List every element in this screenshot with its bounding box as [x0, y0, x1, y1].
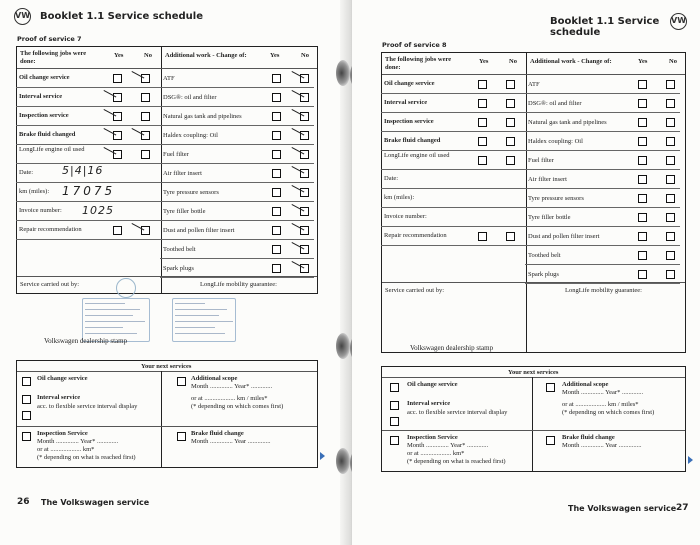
- table-row-rule: [160, 201, 314, 202]
- check-mark-icon: [104, 109, 118, 119]
- additional-label: Haldex coupling: Oil: [528, 138, 583, 145]
- no-checkbox[interactable]: [666, 137, 675, 146]
- table-row-rule: [381, 131, 525, 132]
- next-oil-label: Oil change service: [37, 375, 88, 382]
- next-column-divider: [161, 371, 162, 467]
- no-checkbox[interactable]: [666, 156, 675, 165]
- next-additional-line: (* depending on which comes first): [191, 403, 284, 410]
- next-brake-label: Brake fluid change: [562, 434, 615, 441]
- yes-checkbox[interactable]: [272, 188, 281, 197]
- additional-header: Additional work - Change of:: [530, 58, 612, 65]
- next-inspection-line: (* depending on what is reached first): [37, 454, 136, 461]
- vw-logo-icon: VW: [14, 8, 31, 25]
- yes-checkbox[interactable]: [638, 251, 647, 260]
- table-row-rule: [381, 207, 525, 208]
- checkbox[interactable]: [390, 401, 399, 410]
- additional-label: Haldex coupling: Oil: [163, 132, 218, 139]
- continue-arrow-icon: [688, 456, 693, 464]
- job-label: Repair recommendation: [19, 226, 82, 233]
- yes-checkbox[interactable]: [638, 194, 647, 203]
- no-checkbox[interactable]: [666, 80, 675, 89]
- table-row-rule: [160, 277, 314, 278]
- yes-checkbox[interactable]: [638, 80, 647, 89]
- additional-label: Spark plugs: [528, 271, 559, 278]
- next-additional-line: Month .............. Year* .............: [191, 383, 273, 390]
- table-row-rule: [381, 188, 525, 189]
- table-row-rule: [160, 182, 314, 183]
- no-checkbox[interactable]: [506, 99, 515, 108]
- check-mark-icon: [292, 204, 306, 214]
- circle-stamp: [116, 278, 136, 298]
- handwritten-invoice: 1025: [82, 204, 114, 217]
- yes-checkbox[interactable]: [638, 213, 647, 222]
- job-label: Invoice number:: [19, 207, 62, 214]
- check-mark-icon: [292, 71, 306, 81]
- table-row-rule: [381, 226, 525, 227]
- yes-checkbox[interactable]: [638, 156, 647, 165]
- no-checkbox[interactable]: [666, 175, 675, 184]
- additional-label: Natural gas tank and pipelines: [163, 113, 242, 120]
- yes-checkbox[interactable]: [638, 232, 647, 241]
- table-row-rule: [16, 201, 160, 202]
- no-checkbox[interactable]: [506, 137, 515, 146]
- no-checkbox[interactable]: [666, 232, 675, 241]
- check-mark-icon: [292, 90, 306, 100]
- ring-hole-icon: [336, 448, 350, 474]
- continue-arrow-icon: [320, 452, 325, 460]
- next-inspection-line: Month .............. Year* .............: [407, 442, 489, 449]
- additional-label: Air filter insert: [528, 176, 567, 183]
- checkbox[interactable]: [390, 436, 399, 445]
- handwritten-km: 17075: [62, 184, 116, 198]
- yes-checkbox[interactable]: [638, 137, 647, 146]
- table-row-rule: [160, 258, 314, 259]
- no-checkbox[interactable]: [666, 270, 675, 279]
- table-row-rule: [160, 144, 314, 145]
- service-by-label: Service carried out by:: [20, 281, 80, 288]
- yes-checkbox[interactable]: [272, 112, 281, 121]
- job-label: Brake fluid changed: [19, 131, 76, 138]
- proof-label: Proof of service 7: [17, 35, 82, 43]
- page-number: 27: [676, 503, 689, 513]
- next-inspection-line: or at ................... km*: [37, 446, 95, 453]
- job-label: Date:: [384, 175, 399, 182]
- job-label: Repair recommendation: [384, 232, 447, 239]
- next-additional-label: Additional scope: [191, 375, 238, 382]
- job-label: km (miles):: [384, 194, 415, 201]
- check-mark-icon: [292, 185, 306, 195]
- jobs-header: The following jobs were done:: [20, 50, 87, 65]
- job-label: Interval service: [19, 93, 63, 100]
- no-checkbox[interactable]: [506, 232, 515, 241]
- check-mark-icon: [104, 147, 118, 157]
- table-row-rule: [16, 106, 160, 107]
- additional-label: Toothed belt: [163, 246, 196, 253]
- next-row-rule: [17, 426, 317, 427]
- page-title: Booklet 1.1 Service schedule: [550, 16, 660, 38]
- additional-label: Toothed belt: [528, 252, 561, 259]
- additional-label: Dust and pollen filter insert: [528, 233, 600, 240]
- jobs-header: The following jobs were done:: [385, 56, 452, 71]
- yes-header: Yes: [479, 58, 489, 65]
- header-rule: [17, 68, 317, 69]
- table-row-rule: [16, 87, 160, 88]
- no-header: No: [509, 58, 517, 65]
- check-mark-icon: [132, 223, 146, 233]
- service-by-label: Service carried out by:: [385, 287, 445, 294]
- next-interval-sub: acc. to flexible service interval display: [407, 409, 508, 416]
- yes-checkbox[interactable]: [272, 131, 281, 140]
- handwritten-date: 5|4|16: [62, 164, 104, 177]
- check-mark-icon: [292, 128, 306, 138]
- yes-checkbox[interactable]: [272, 74, 281, 83]
- yes-header: Yes: [638, 58, 648, 65]
- checkbox[interactable]: [22, 432, 31, 441]
- yes-checkbox[interactable]: [272, 245, 281, 254]
- next-inspection-line: (* depending on what is reached first): [407, 458, 506, 465]
- no-header: No: [301, 52, 309, 59]
- no-checkbox[interactable]: [506, 118, 515, 127]
- next-inspection-line: Month .............. Year* .............: [37, 438, 119, 445]
- table-row-rule: [381, 93, 525, 94]
- checkbox[interactable]: [546, 383, 555, 392]
- next-row-rule: [382, 430, 685, 431]
- yes-checkbox[interactable]: [478, 118, 487, 127]
- next-additional-line: Month .............. Year* .............: [562, 389, 644, 396]
- page-title: Booklet 1.1 Service schedule: [40, 11, 204, 22]
- yes-checkbox[interactable]: [478, 137, 487, 146]
- yes-checkbox[interactable]: [478, 232, 487, 241]
- next-column-divider: [532, 377, 533, 471]
- table-row-rule: [16, 144, 160, 145]
- table-row-rule: [381, 112, 525, 113]
- next-additional-line: or at ................... km / miles*: [562, 401, 639, 408]
- dealer-stamp-label: Volkswagen dealership stamp: [410, 344, 494, 352]
- next-header-rule: [17, 371, 317, 372]
- table-row-rule: [160, 163, 314, 164]
- additional-label: ATF: [163, 75, 175, 82]
- no-checkbox[interactable]: [666, 251, 675, 260]
- right-page: [352, 0, 700, 545]
- column-divider: [526, 53, 527, 352]
- table-row-rule: [381, 169, 525, 170]
- checkbox[interactable]: [546, 436, 555, 445]
- no-checkbox[interactable]: [141, 150, 150, 159]
- job-label: Inspection service: [384, 118, 434, 125]
- next-inspection-label: Inspection Service: [407, 434, 458, 441]
- yes-checkbox[interactable]: [478, 80, 487, 89]
- table-row-rule: [16, 239, 160, 240]
- yes-checkbox[interactable]: [478, 156, 487, 165]
- next-brake-line: Month .............. Year ..............: [562, 442, 642, 449]
- no-checkbox[interactable]: [506, 80, 515, 89]
- next-interval-label: Interval service: [37, 394, 81, 401]
- yes-checkbox[interactable]: [478, 99, 487, 108]
- vw-logo-icon: VW: [670, 13, 687, 30]
- additional-label: Fuel filter: [163, 151, 189, 158]
- yes-checkbox[interactable]: [113, 226, 122, 235]
- additional-label: Tyre pressure sensors: [163, 189, 219, 196]
- page-number: 26: [17, 497, 30, 507]
- yes-checkbox[interactable]: [272, 150, 281, 159]
- job-label: Inspection service: [19, 112, 69, 119]
- yes-checkbox[interactable]: [272, 207, 281, 216]
- job-label: Date:: [19, 169, 34, 176]
- additional-header: Additional work - Change of:: [165, 52, 247, 59]
- additional-label: Dust and pollen filter insert: [163, 227, 235, 234]
- table-row-rule: [381, 245, 525, 246]
- additional-label: Tyre filler bottle: [163, 208, 206, 215]
- yes-header: Yes: [270, 52, 280, 59]
- next-additional-line: or at ................... km / miles*: [191, 395, 268, 402]
- next-services-header: Your next services: [508, 369, 559, 376]
- checkbox[interactable]: [177, 432, 186, 441]
- check-mark-icon: [104, 128, 118, 138]
- next-additional-line: (* depending on which comes first): [562, 409, 655, 416]
- next-interval-label: Interval service: [407, 400, 451, 407]
- next-services-box: [16, 360, 318, 468]
- checkbox[interactable]: [390, 417, 399, 426]
- table-row-rule: [16, 163, 160, 164]
- job-label: km (miles):: [19, 188, 50, 195]
- table-row-rule: [16, 125, 160, 126]
- table-row-rule: [160, 87, 314, 88]
- header-rule: [382, 74, 685, 75]
- table-row-rule: [525, 169, 680, 170]
- dealer-stamp-label: Volkswagen dealership stamp: [44, 337, 128, 345]
- column-divider: [161, 47, 162, 293]
- yes-checkbox[interactable]: [638, 118, 647, 127]
- additional-label: Fuel filter: [528, 157, 554, 164]
- check-mark-icon: [132, 128, 146, 138]
- no-header: No: [144, 52, 152, 59]
- job-label: LongLife engine oil used: [19, 146, 85, 153]
- additional-label: DSG®: oil and filter: [163, 94, 217, 101]
- additional-label: Air filter insert: [163, 170, 202, 177]
- checkbox[interactable]: [390, 383, 399, 392]
- job-label: LongLife engine oil used: [384, 152, 450, 159]
- check-mark-icon: [292, 261, 306, 271]
- no-checkbox[interactable]: [666, 118, 675, 127]
- yes-checkbox[interactable]: [272, 226, 281, 235]
- next-interval-sub: acc. to flexible service interval display: [37, 403, 138, 410]
- mobility-label: LongLife mobility guarantee:: [565, 287, 642, 294]
- job-label: Oil change service: [19, 74, 70, 81]
- table-row-rule: [160, 239, 314, 240]
- no-checkbox[interactable]: [666, 194, 675, 203]
- next-oil-label: Oil change service: [407, 381, 458, 388]
- yes-checkbox[interactable]: [638, 175, 647, 184]
- checkbox[interactable]: [22, 377, 31, 386]
- no-checkbox[interactable]: [666, 213, 675, 222]
- table-row-rule: [160, 220, 314, 221]
- proof-label: Proof of service 8: [382, 41, 447, 49]
- next-inspection-line: or at ................... km*: [407, 450, 465, 457]
- check-mark-icon: [292, 109, 306, 119]
- next-additional-label: Additional scope: [562, 381, 609, 388]
- checkbox[interactable]: [22, 395, 31, 404]
- mobility-label: LongLife mobility guarantee:: [200, 281, 277, 288]
- job-label: Interval service: [384, 99, 428, 106]
- table-row-rule: [16, 182, 160, 183]
- no-checkbox[interactable]: [666, 99, 675, 108]
- next-inspection-label: Inspection Service: [37, 430, 88, 437]
- check-mark-icon: [132, 71, 146, 81]
- additional-label: Tyre filler bottle: [528, 214, 571, 221]
- next-services-header: Your next services: [141, 363, 192, 370]
- mobility-stamp-mark: [172, 298, 236, 342]
- additional-label: Spark plugs: [163, 265, 194, 272]
- checkbox[interactable]: [177, 377, 186, 386]
- next-brake-line: Month .............. Year ..............: [191, 438, 271, 445]
- ring-hole-icon: [336, 60, 350, 86]
- table-row-rule: [16, 220, 160, 221]
- no-checkbox[interactable]: [141, 112, 150, 121]
- table-row-rule: [525, 207, 680, 208]
- yes-checkbox[interactable]: [272, 93, 281, 102]
- additional-label: Tyre pressure sensors: [528, 195, 584, 202]
- table-row-rule: [525, 93, 680, 94]
- yes-header: Yes: [114, 52, 124, 59]
- table-row-rule: [160, 106, 314, 107]
- no-checkbox[interactable]: [141, 93, 150, 102]
- check-mark-icon: [292, 223, 306, 233]
- job-label: Brake fluid changed: [384, 137, 441, 144]
- job-label: Invoice number:: [384, 213, 427, 220]
- table-row-rule: [525, 150, 680, 151]
- table-row-rule: [160, 125, 314, 126]
- table-row-rule: [525, 245, 680, 246]
- check-mark-icon: [292, 166, 306, 176]
- yes-checkbox[interactable]: [638, 99, 647, 108]
- next-brake-label: Brake fluid change: [191, 430, 244, 437]
- table-row-rule: [525, 226, 680, 227]
- table-row-rule: [381, 150, 525, 151]
- table-row-rule: [525, 131, 680, 132]
- next-services-box: [381, 366, 686, 472]
- table-row-rule: [525, 264, 680, 265]
- additional-label: Natural gas tank and pipelines: [528, 119, 607, 126]
- job-label: Oil change service: [384, 80, 435, 87]
- next-header-rule: [382, 377, 685, 378]
- check-mark-icon: [292, 242, 306, 252]
- additional-label: ATF: [528, 81, 540, 88]
- check-mark-icon: [104, 90, 118, 100]
- page-footer: The Volkswagen service: [41, 498, 150, 507]
- table-row-rule: [525, 188, 680, 189]
- no-header: No: [669, 58, 677, 65]
- additional-label: DSG®: oil and filter: [528, 100, 582, 107]
- page-footer: The Volkswagen service: [568, 504, 677, 513]
- table-row-rule: [525, 283, 680, 284]
- ring-hole-icon: [336, 333, 350, 359]
- yes-checkbox[interactable]: [638, 270, 647, 279]
- no-checkbox[interactable]: [506, 156, 515, 165]
- yes-checkbox[interactable]: [113, 74, 122, 83]
- checkbox[interactable]: [22, 411, 31, 420]
- yes-checkbox[interactable]: [272, 169, 281, 178]
- check-mark-icon: [292, 147, 306, 157]
- table-row-rule: [525, 112, 680, 113]
- dealer-stamp-mark: [82, 298, 150, 342]
- yes-checkbox[interactable]: [272, 264, 281, 273]
